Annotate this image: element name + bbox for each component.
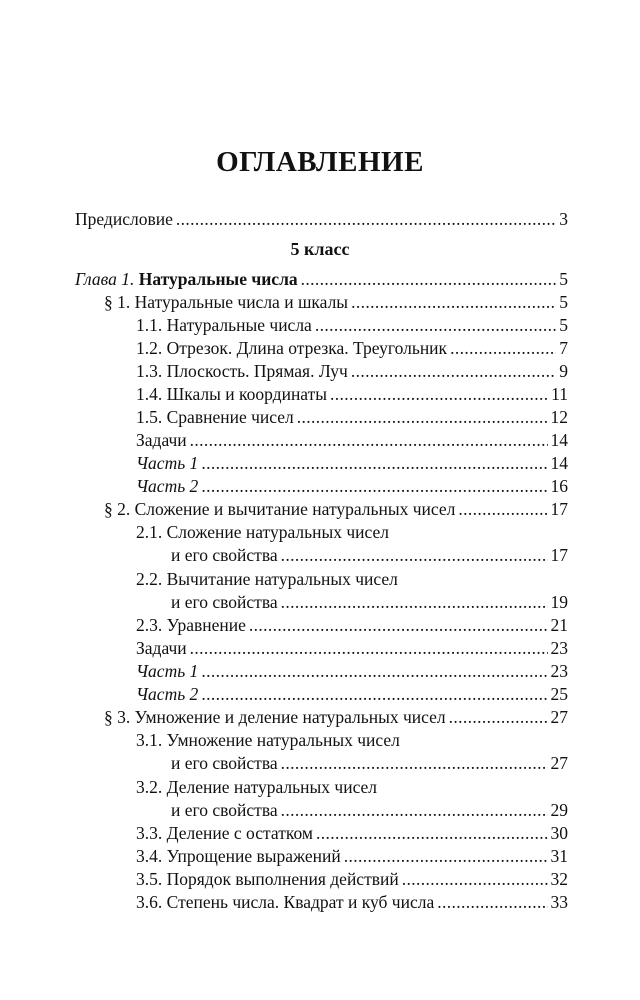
entry-label: § 2. Сложение и вычитание натуральных чисел	[104, 499, 456, 519]
toc-entry-1-2[interactable]	[136, 336, 568, 360]
entry-label: и его свойства	[171, 592, 278, 612]
grade-heading: 5 класс	[290, 239, 350, 259]
dot-leader	[176, 207, 556, 231]
entry-label: Предисловие	[75, 209, 173, 229]
dot-leader	[190, 636, 548, 660]
entry-page: 23	[550, 661, 568, 681]
chapter-prefix: Глава 1.	[75, 269, 135, 289]
entry-page: 14	[550, 453, 568, 473]
entry-page: 11	[551, 384, 568, 404]
dot-leader	[316, 821, 548, 845]
entry-label: 3.5. Порядок выполнения действий	[136, 869, 399, 889]
dot-leader	[201, 451, 547, 475]
entry-page: 9	[559, 361, 568, 381]
entry-label: 1.5. Сравнение чисел	[136, 407, 294, 427]
dot-leader	[458, 497, 547, 521]
entry-page: 33	[550, 892, 568, 912]
toc-entry-3-1[interactable]	[171, 751, 568, 775]
entry-label: 1.2. Отрезок. Длина отрезка. Треугольник	[136, 338, 448, 358]
dot-leader	[315, 313, 556, 337]
toc-entry-2-tasks[interactable]	[136, 636, 568, 660]
dot-leader	[281, 798, 548, 822]
entry-label: Задачи	[136, 430, 187, 450]
toc-entry-section-2[interactable]	[104, 497, 568, 521]
entry-page: 27	[550, 753, 568, 773]
entry-page: 32	[550, 869, 568, 889]
entry-label: 1.4. Шкалы и координаты	[136, 384, 328, 404]
toc-entry-2-1-line1[interactable]: 2.1. Сложение натуральных чисел	[136, 522, 389, 542]
toc-entry-2-2-line1[interactable]: 2.2. Вычитание натуральных чисел	[136, 569, 398, 589]
entry-label: Часть 2	[136, 684, 199, 704]
entry-label: § 3. Умножение и деление натуральных чисел	[104, 707, 446, 727]
dot-leader	[249, 613, 548, 637]
toc-entry-preface[interactable]	[75, 207, 568, 231]
toc-entry-1-4[interactable]	[136, 382, 568, 406]
entry-label: и его свойства	[171, 545, 278, 565]
dot-leader	[201, 659, 547, 683]
entry-page: 7	[559, 338, 568, 358]
dot-leader	[281, 590, 548, 614]
entry-label: и его свойства	[171, 800, 278, 820]
toc-entry-1-5[interactable]	[136, 405, 568, 429]
dot-leader	[437, 890, 547, 914]
toc-entry-2-part-1[interactable]	[136, 659, 568, 683]
toc-entry-1-1[interactable]	[136, 313, 568, 337]
toc-entry-3-4[interactable]	[136, 844, 568, 868]
entry-page: 5	[559, 269, 568, 289]
toc-entry-2-3[interactable]	[136, 613, 568, 637]
entry-page: 31	[550, 846, 568, 866]
toc-entry-2-2[interactable]	[171, 590, 568, 614]
entry-label: Часть 1	[136, 661, 199, 681]
toc-entry-1-3[interactable]	[136, 359, 568, 383]
dot-leader	[351, 290, 556, 314]
toc-entry-1-part-2[interactable]	[136, 474, 568, 498]
toc-entry-section-3[interactable]	[104, 705, 568, 729]
dot-leader	[351, 359, 556, 383]
entry-page: 27	[550, 707, 568, 727]
toc-entry-chapter-1[interactable]	[75, 267, 568, 291]
chapter-title: Натуральные числа	[138, 269, 298, 289]
dot-leader	[201, 474, 547, 498]
page-title: ОГЛАВЛЕНИЕ	[216, 146, 424, 178]
entry-label: и его свойства	[171, 753, 278, 773]
dot-leader	[301, 267, 557, 291]
entry-page: 14	[550, 430, 568, 450]
entry-label: Часть 1	[136, 453, 199, 473]
dot-leader	[297, 405, 548, 429]
dot-leader	[402, 867, 548, 891]
entry-page: 23	[550, 638, 568, 658]
toc-entry-3-3[interactable]	[136, 821, 568, 845]
dot-leader	[449, 705, 548, 729]
dot-leader	[344, 844, 548, 868]
entry-label: 3.6. Степень числа. Квадрат и куб числа	[136, 892, 435, 912]
entry-page: 16	[550, 476, 568, 496]
entry-page: 5	[559, 315, 568, 335]
toc-entry-section-1[interactable]	[104, 290, 568, 314]
dot-leader	[190, 428, 548, 452]
entry-page: 17	[550, 499, 568, 519]
dot-leader	[201, 682, 547, 706]
toc-entry-2-part-2[interactable]	[136, 682, 568, 706]
entry-label: 1.3. Плоскость. Прямая. Луч	[136, 361, 348, 381]
dot-leader	[281, 751, 548, 775]
entry-page: 17	[550, 545, 568, 565]
entry-label: Часть 2	[136, 476, 199, 496]
entry-page: 12	[550, 407, 568, 427]
entry-page: 21	[550, 615, 568, 635]
toc-entry-1-part-1[interactable]	[136, 451, 568, 475]
entry-page: 30	[550, 823, 568, 843]
entry-page: 19	[550, 592, 568, 612]
entry-label: 1.1. Натуральные числа	[136, 315, 312, 335]
dot-leader	[330, 382, 548, 406]
entry-label: 3.3. Деление с остатком	[136, 823, 313, 843]
entry-page: 5	[559, 292, 568, 312]
entry-page: 29	[550, 800, 568, 820]
toc-entry-1-tasks[interactable]	[136, 428, 568, 452]
toc-entry-3-5[interactable]	[136, 867, 568, 891]
entry-page: 25	[550, 684, 568, 704]
toc-entry-3-1-line1[interactable]: 3.1. Умножение натуральных чисел	[136, 730, 400, 750]
toc-entry-3-6[interactable]	[136, 890, 568, 914]
dot-leader	[281, 543, 548, 567]
toc-entry-2-1[interactable]	[171, 543, 568, 567]
entry-label: 3.4. Упрощение выражений	[136, 846, 341, 866]
entry-label: 2.3. Уравнение	[136, 615, 246, 635]
toc-entry-3-2-line1[interactable]: 3.2. Деление натуральных чисел	[136, 777, 378, 797]
dot-leader	[450, 336, 556, 360]
entry-label	[75, 267, 298, 291]
entry-label: § 1. Натуральные числа и шкалы	[104, 292, 349, 312]
toc-entry-3-2[interactable]	[171, 798, 568, 822]
entry-label: Задачи	[136, 638, 187, 658]
entry-page: 3	[559, 209, 568, 229]
